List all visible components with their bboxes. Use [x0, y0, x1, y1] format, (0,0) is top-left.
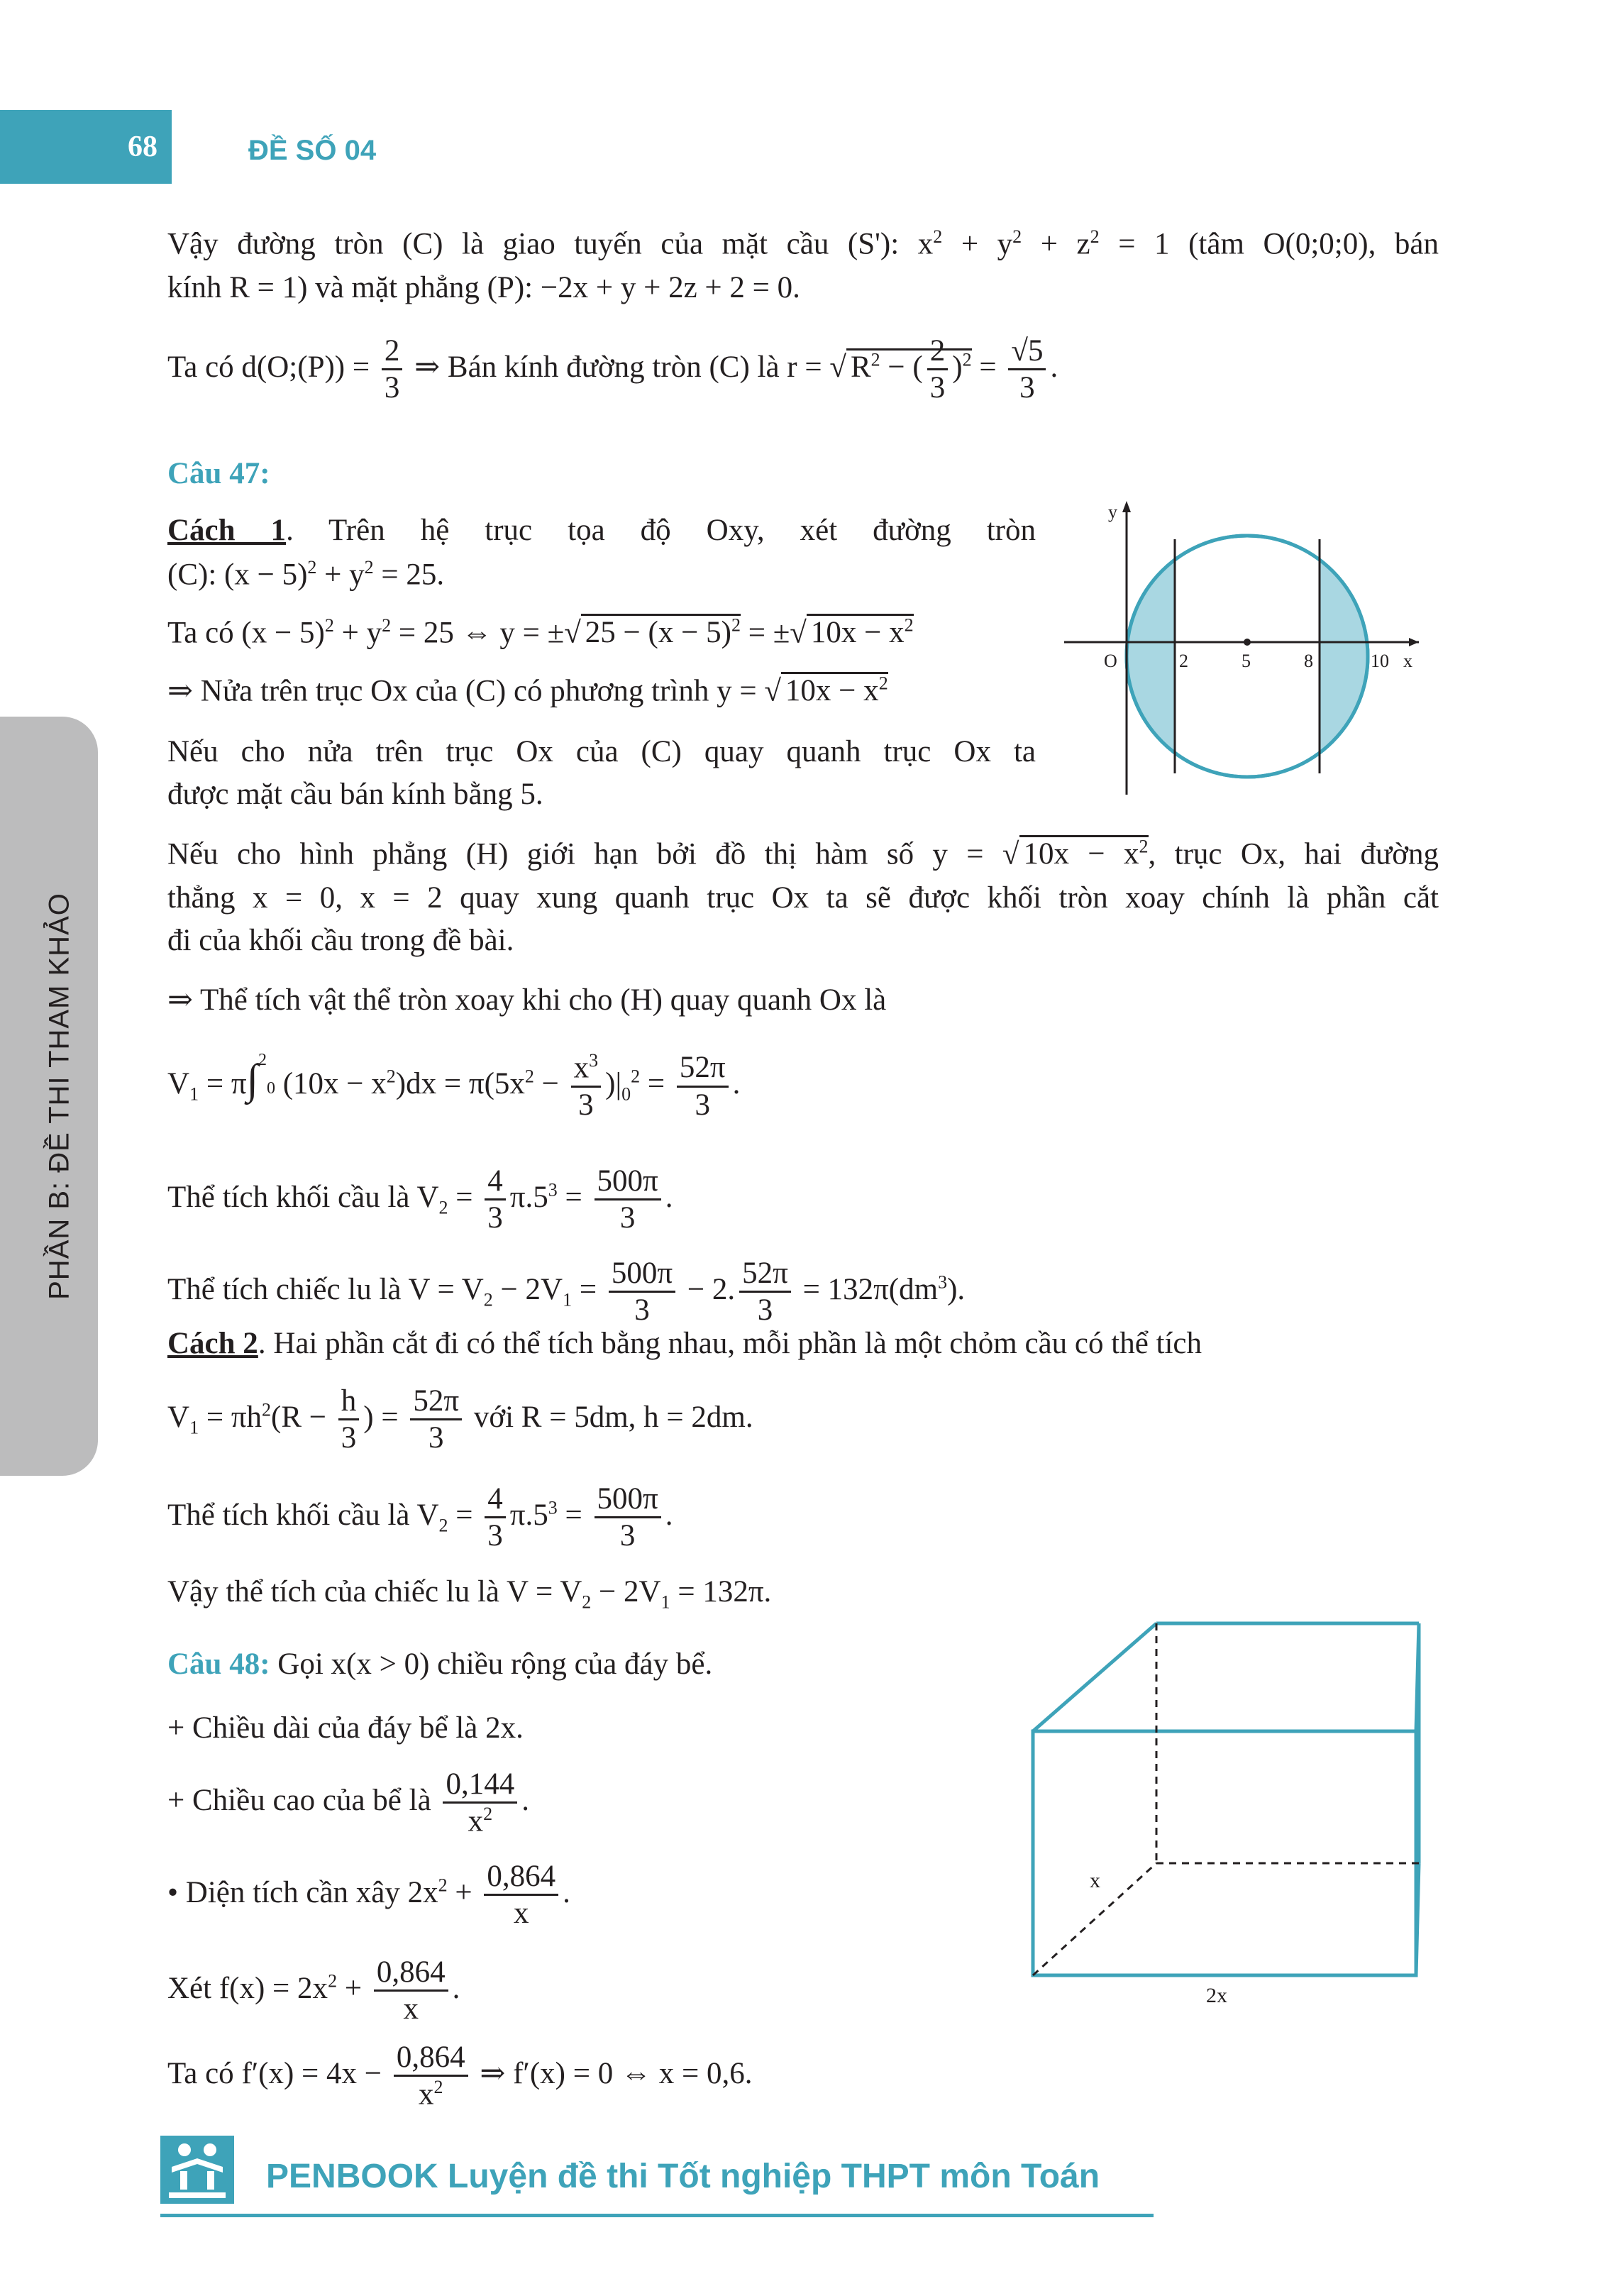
c1-line-8: thẳng x = 0, x = 2 quay xung quanh trục Ox ta sẽ được khối tròn xoay chính là phần cắt — [167, 881, 1439, 915]
q48-text: Gọi x(x > 0) chiều rộng của đáy bể. — [277, 1648, 713, 1681]
q48-consider-label: Xét — [167, 1971, 212, 2005]
circle-graph — [1064, 497, 1433, 802]
c1-line-1 — [167, 512, 1036, 549]
text-line-1: Vậy đường tròn (C) là giao tuyến của mặt cầu (S'): $x^2 + y^2 + z^2 = 1$ (tâm O(0;0;0), bán — [167, 226, 1439, 261]
tick-5: 5 — [1242, 651, 1251, 671]
q48-line-4: • Diện tích cần xây $2x^2$ + $\frac{0,864}{x}$ . — [167, 1860, 570, 1931]
footer-rule — [160, 2214, 1154, 2217]
c2-v2-prefix: Thể tích khối cầu là — [167, 1498, 410, 1532]
exam-title: ĐỀ SỐ 04 — [248, 135, 377, 166]
c1-text: . Trên hệ trục tọa độ Oxy, xét đường tròn — [286, 514, 1036, 547]
c2-text: . Hai phần cắt đi có thể tích bằng nhau, mỗi phần là một chỏm cầu có thể tích — [258, 1327, 1202, 1360]
c1-line-3: Ta có $(x - 5)^2 + y^2 = 25$ ⇔ y = ±√ $25 - (x - 5)^2$ = ±√ $10x - x^2$ — [167, 615, 914, 650]
method-2-label: Cách 2 — [167, 1327, 258, 1360]
c2-v2-line: Thể tích khối cầu là $V_2$ = $\frac{4}{3}$ $\pi.5^3$ = $\frac{500\pi}{3}$ . — [167, 1482, 673, 1553]
tick-10: 10 — [1371, 651, 1389, 671]
page-number: 68 — [0, 110, 172, 184]
v2-prefix: Thể tích khối cầu là — [167, 1180, 410, 1214]
q48-have-label: Ta có — [167, 2056, 234, 2090]
question-48-label: Câu 48: — [167, 1648, 270, 1681]
q48-area-label: • Diện tích cần xây — [167, 1875, 400, 1909]
v2-line: Thể tích khối cầu là $V_2$ = $\frac{4}{3}$ $\pi.5^3$ = $\frac{500\pi}{3}$ . — [167, 1164, 673, 1235]
c1-line-2: (C): $(x - 5)^2 + y^2 = 25$. — [167, 557, 445, 592]
radius-label: ⇒ Bán kính đường tròn (C) là r = — [414, 350, 822, 384]
q48-line-3: + Chiều cao của bể là $\frac{0,144}{x^2}$ . — [167, 1767, 529, 1838]
tick-8: 8 — [1304, 651, 1313, 671]
q48-line-5: Xét $f(x) = 2x^2$ + $\frac{0,864}{x}$ . — [167, 1955, 460, 2026]
v1-formula: $V_1 = \pi\int^20$ $(10x - x^2)dx = \pi(5x^2$ − $\frac{x^3}{3}$ )$|_0^2$ = $\frac{52\pi}{3}$ . — [167, 1050, 741, 1122]
q48-line-2: + Chiều dài của đáy bể là 2x. — [167, 1711, 524, 1745]
question-47-label: Câu 47: — [167, 457, 270, 490]
box-2x-label: 2x — [1206, 1984, 1227, 2007]
method-1-label: Cách 1 — [167, 514, 287, 547]
fraction-sqrt5-3: $\frac{√5}{3}$ — [1008, 333, 1046, 406]
box-x-label: x — [1090, 1869, 1100, 1892]
q48-line-6: Ta có f′(x) = 4x − $\frac{0,864}{x^2}$ ⇒ f′(x) = 0 ⇔ x = 0,6. — [167, 2041, 753, 2112]
c2-v1-line: $V_1 = \pi h^2(R$ − $\frac{h}{3}$ ) = $\frac{52\pi}{3}$ với R = 5dm, h = 2dm. — [167, 1384, 753, 1455]
distance-label: Ta có d(O;(P)) = — [167, 350, 370, 384]
x-axis-label: x — [1403, 651, 1412, 671]
text-line-2: kính R = 1) và mặt phẳng (P): −2x + y + 2z + 2 = 0. — [167, 271, 800, 304]
penbook-logo-icon — [160, 2136, 234, 2204]
c1-line-4: ⇒ Nửa trên trục Ox của (C) có phương trình y = √ $10x - x^2$ — [167, 673, 888, 708]
side-tab-label: PHẦN B: ĐỀ THI THAM KHẢO — [43, 893, 75, 1300]
box-figure — [1022, 1611, 1447, 2007]
v-line: Thể tích chiếc lu là $V = V_2 - 2V_1$ = $\frac{500\pi}{3}$ − 2. $\frac{52\pi}{3}$ = $132\pi(dm^3)$. — [167, 1257, 966, 1328]
c1-line-9: đi của khối cầu trong đề bài. — [167, 924, 514, 957]
fraction-2-3: $\frac{2}{3}$ — [382, 333, 403, 406]
c1-line-7: Nếu cho hình phẳng (H) giới hạn bởi đồ thị hàm số y = √ $10x - x^2$, trục Ox, hai đường — [167, 837, 1439, 871]
v-prefix: Thể tích chiếc lu là — [167, 1272, 402, 1306]
c2-v1-suffix: với R = 5dm, h = 2dm. — [473, 1400, 753, 1434]
q48-height-label: + Chiều cao của bể là — [167, 1783, 431, 1817]
tick-2: 2 — [1179, 651, 1188, 671]
y-axis-label: y — [1108, 502, 1117, 522]
c1-line-10: ⇒ Thể tích vật thể tròn xoay khi cho (H) quay quanh Ox là — [167, 983, 887, 1017]
text-line-3: Ta có d(O;(P)) = $\frac{2}{3}$ ⇒ Bán kính đường tròn (C) là r = √ $R^2$ − ( $\frac{2}{3}$ )$^2$ = $\frac{√5}{3}$ . — [167, 334, 1058, 405]
origin-label: O — [1104, 651, 1117, 671]
q48-line-1 — [167, 1646, 712, 1683]
c2-line-1 — [167, 1325, 1202, 1362]
c2-end-line: Vậy thể tích của chiếc lu là $V = V_2 - 2V_1 = 132\pi$. — [167, 1575, 772, 1613]
footer-title: PENBOOK Luyện đề thi Tốt nghiệp THPT môn Toán — [266, 2158, 1100, 2195]
c1-line-5: Nếu cho nửa trên trục Ox của (C) quay quanh trục Ox ta — [167, 735, 1036, 768]
c1-line-6: được mặt cầu bán kính bằng 5. — [167, 778, 543, 811]
